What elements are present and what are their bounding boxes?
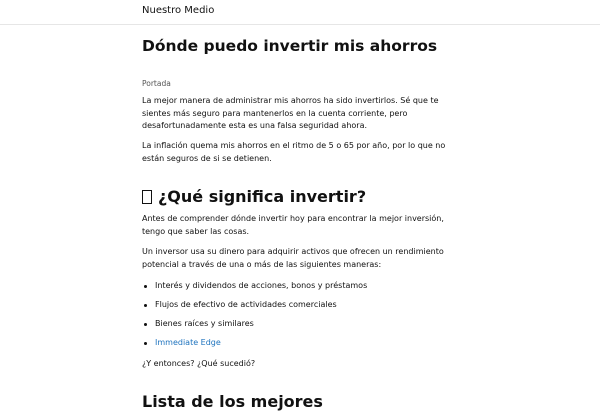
closing-paragraph: ¿Y entonces? ¿Qué sucedió? — [142, 359, 256, 368]
intro-paragraph-2: La inflación quema mis ahorros en el ritmo de 5 o 65 por año, por lo que no están seguros de si se detienen. — [142, 141, 446, 163]
next-section-heading: Lista de los mejores — [142, 392, 323, 411]
breadcrumb-home[interactable]: Portada — [142, 79, 171, 88]
bullet-icon — [144, 323, 147, 326]
list-item: Interés y dividendos de acciones, bonos y préstamos — [142, 280, 367, 293]
list-item: Bienes raíces y similares — [142, 318, 254, 331]
site-title-link[interactable]: Nuestro Medio — [142, 5, 215, 16]
site-header — [0, 0, 600, 25]
list-item: Flujos de efectivo de actividades comerciales — [142, 299, 337, 312]
bullet-icon — [144, 285, 147, 288]
bullet-icon — [144, 342, 147, 345]
section-heading — [142, 187, 366, 206]
intro-paragraph-1: La mejor manera de administrar mis ahorros ha sido invertirlos. Sé que te sientes más seguro para mantenerlos en la cuenta corriente, pero desafortunadamente esta es una falsa seguridad ahora. — [142, 96, 439, 130]
section-paragraph-2: Un inversor usa su dinero para adquirir activos que ofrecen un rendimiento potencial a través de una o más de las siguientes maneras: — [142, 247, 444, 269]
section-paragraph-1: Antes de comprender dónde invertir hoy para encontrar la mejor inversión, tengo que saber las cosas. — [142, 214, 444, 236]
section-heading-text: ¿Qué significa invertir? — [158, 187, 367, 206]
page-title: Dónde puedo invertir mis ahorros — [142, 37, 438, 55]
list-item-link — [142, 337, 221, 350]
bullet-icon — [144, 304, 147, 307]
box-icon — [142, 190, 152, 204]
immediate-edge-link[interactable]: Immediate Edge — [155, 338, 221, 347]
